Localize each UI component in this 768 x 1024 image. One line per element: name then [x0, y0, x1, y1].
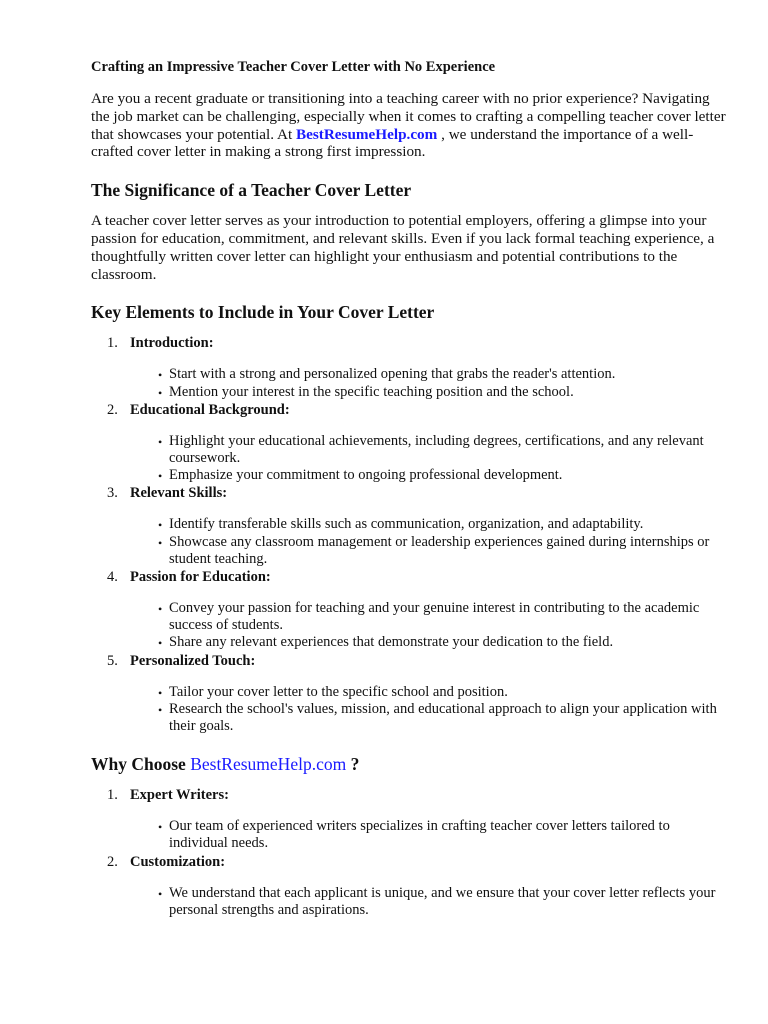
significance-heading: The Significance of a Teacher Cover Letter	[91, 180, 412, 201]
bullet-item: • Mention your interest in the specific teaching position and the school.	[169, 384, 731, 401]
bullet-item: • Share any relevant experiences that demonstrate your dedication to the field.	[169, 634, 731, 651]
numbered-item	[91, 401, 731, 485]
key-elements-heading: Key Elements to Include in Your Cover Letter	[91, 302, 435, 323]
document-title: Crafting an Impressive Teacher Cover Letter with No Experience	[91, 59, 496, 75]
bullet-item: • Identify transferable skills such as communication, organization, and adaptability.	[169, 516, 731, 533]
bestresumehelp-link[interactable]: BestResumeHelp.com	[296, 125, 438, 143]
bullet-item: • Convey your passion for teaching and your genuine interest in contributing to the academic success of students.	[169, 600, 731, 634]
item-number: 3.	[107, 485, 118, 502]
numbered-item	[91, 786, 731, 852]
why-heading-before: Why Choose	[91, 754, 191, 775]
item-title: Expert Writers:	[130, 787, 229, 804]
item-title: Passion for Education:	[130, 569, 271, 585]
bullet-item: • Highlight your educational achievements, including degrees, certifications, and any relevant coursework.	[169, 433, 731, 467]
item-number: 2.	[107, 853, 118, 870]
numbered-item	[91, 652, 731, 736]
item-title: Introduction:	[130, 335, 214, 352]
bullet-list	[91, 433, 731, 485]
bullet-item: • Research the school's values, mission, and educational approach to align your application with their goals.	[169, 701, 731, 735]
item-title: Relevant Skills:	[130, 485, 228, 502]
item-number: 4.	[107, 569, 118, 585]
document-page	[91, 58, 731, 919]
item-number: 2.	[107, 401, 118, 418]
bullet-item: • Tailor your cover letter to the specific school and position.	[169, 684, 731, 701]
why-choose-list	[91, 786, 731, 919]
numbered-item	[91, 334, 731, 400]
item-number: 1.	[107, 335, 118, 352]
intro-paragraph	[91, 90, 731, 161]
bullet-list	[91, 885, 731, 919]
bullet-list	[91, 600, 731, 652]
key-elements-list	[91, 334, 731, 735]
item-title: Educational Background:	[130, 401, 290, 418]
item-title: Customization:	[130, 853, 226, 870]
bullet-item: • Emphasize your commitment to ongoing professional development.	[169, 467, 731, 484]
bullet-list	[91, 684, 731, 736]
bullet-list	[91, 516, 731, 568]
numbered-item	[91, 853, 731, 919]
bullet-item: • We understand that each applicant is unique, and we ensure that your cover letter reflects your personal strengths and aspirations.	[169, 885, 731, 919]
item-number: 5.	[107, 652, 118, 669]
why-bestresumehelp-link[interactable]: BestResumeHelp.com	[190, 754, 347, 775]
bullet-item: • Start with a strong and personalized opening that grabs the reader's attention.	[169, 366, 731, 383]
significance-paragraph: A teacher cover letter serves as your introduction to potential employers, offering a glimpse into your passion for education, commitment, and relevant skills. Even if you lack formal teaching experience, a thoughtfully written cover letter can highlight your enthusiasm and potential contributions to the classroom.	[91, 212, 715, 283]
numbered-item	[91, 568, 731, 652]
item-title: Personalized Touch:	[130, 652, 256, 669]
bullet-item: • Showcase any classroom management or leadership experiences gained during internships or student teaching.	[169, 534, 731, 568]
why-choose-heading	[91, 753, 731, 775]
item-number: 1.	[107, 787, 118, 804]
bullet-list	[91, 366, 731, 400]
numbered-item	[91, 484, 731, 568]
bullet-item: • Our team of experienced writers specializes in crafting teacher cover letters tailored to individual needs.	[169, 818, 731, 852]
bullet-list	[91, 818, 731, 852]
why-heading-after: ?	[346, 754, 360, 775]
intro-text-before: Are you a recent graduate or transitioning into a teaching career with no prior experience? Navigating the job market can be challenging, especially when it comes to crafting a compelling teacher cover letter that showcases your potential. At	[91, 90, 726, 143]
intro-text-after: , we understand the importance of a well-crafted cover letter in making a strong first impression.	[91, 125, 694, 161]
